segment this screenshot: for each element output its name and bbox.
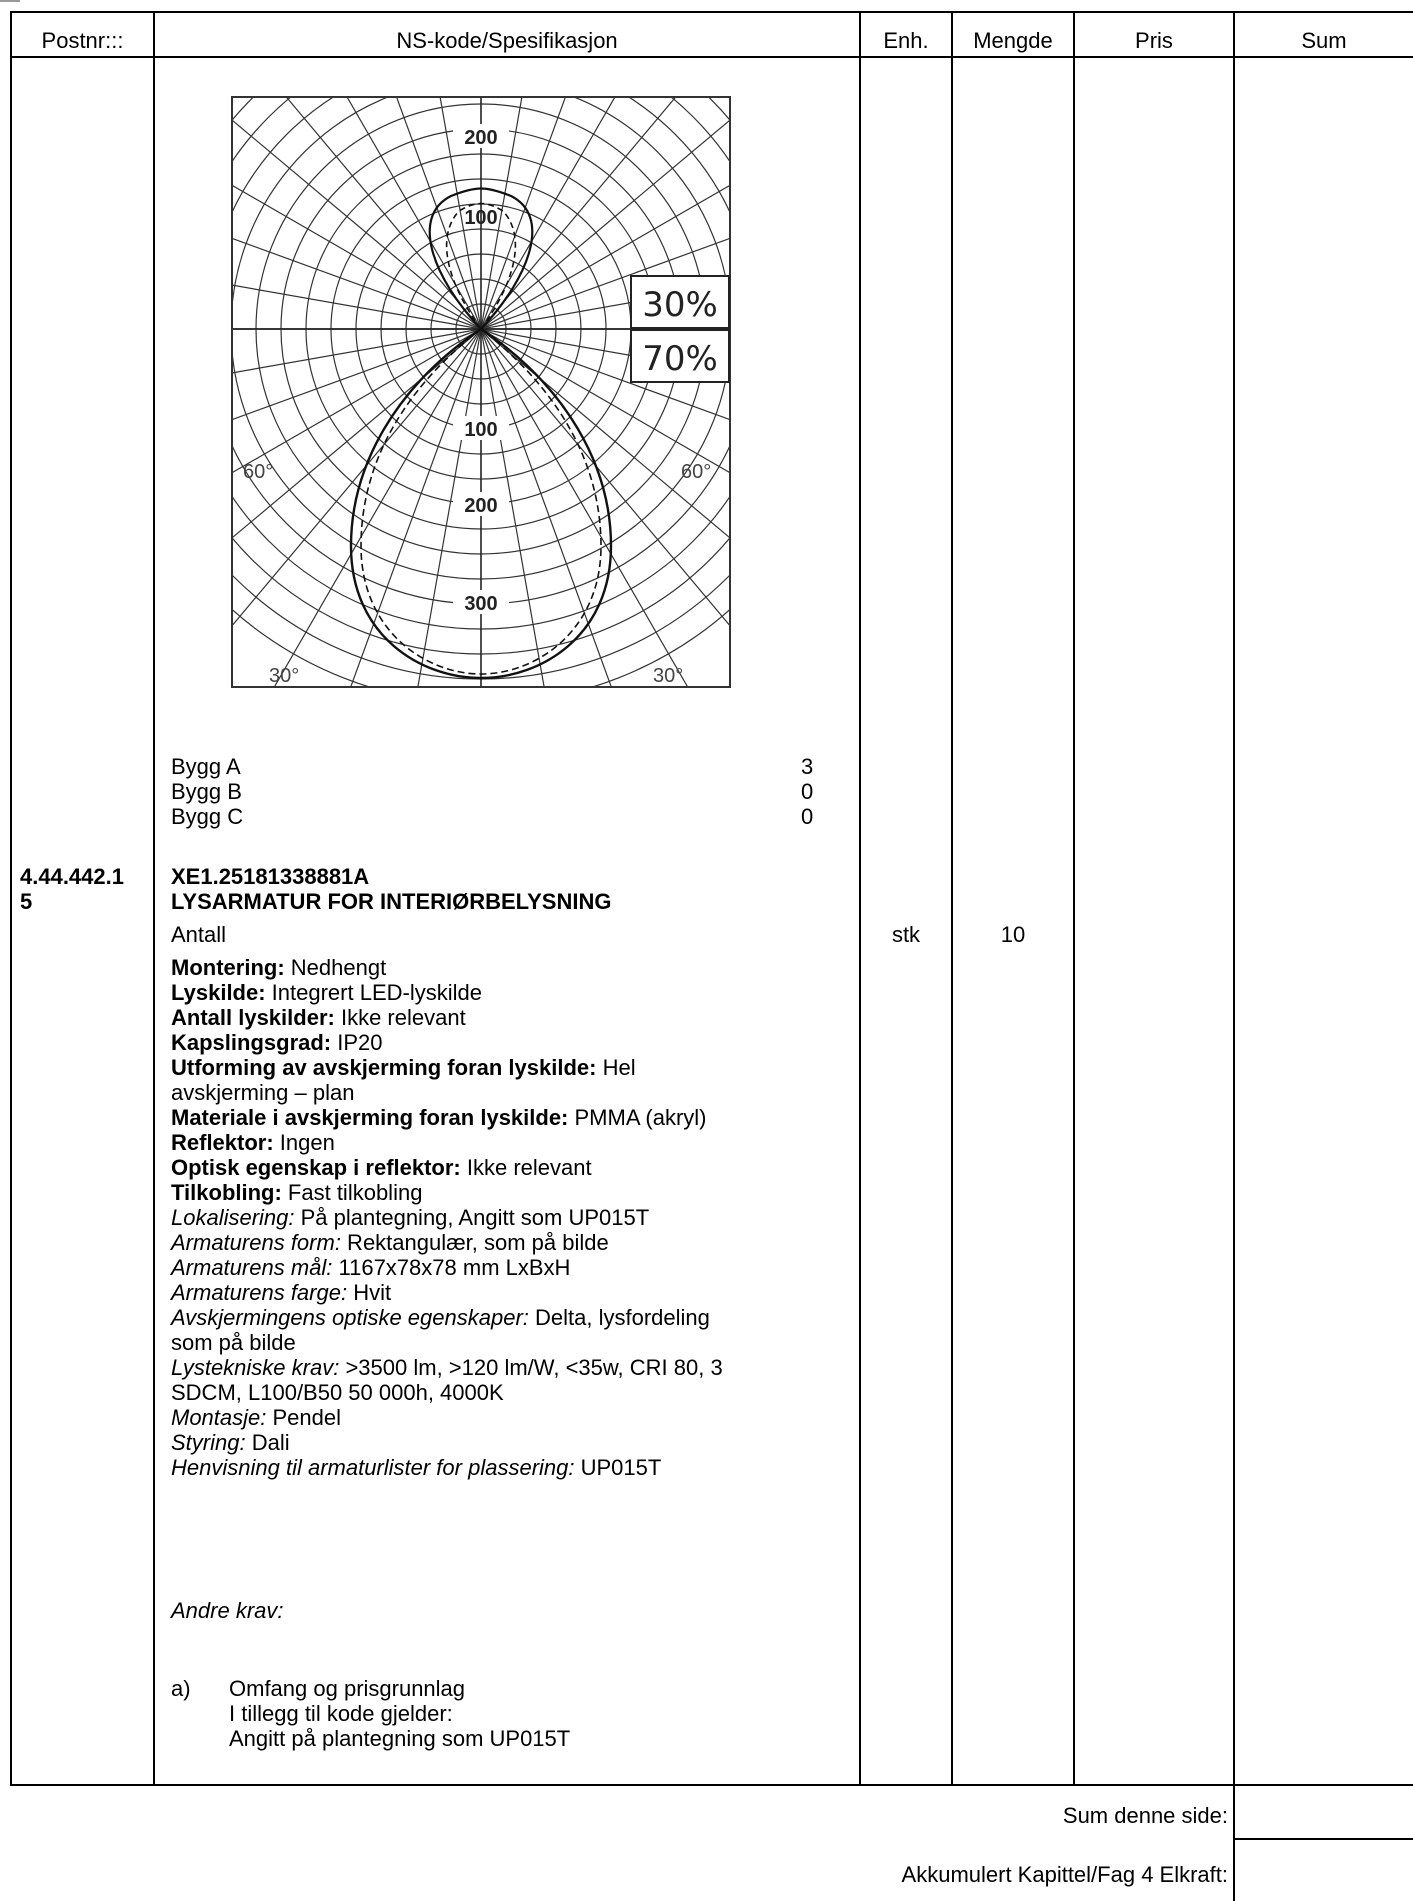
property-value: som på bilde (171, 1330, 296, 1355)
item-quantity: 10 (1000, 922, 1026, 947)
upper-percent-label: 30% (642, 285, 718, 325)
radial-line (231, 329, 481, 688)
header-quantity: Mengde (973, 28, 1053, 53)
property-value: Fast tilkobling (281, 1180, 423, 1205)
angle-label-60-left: 60° (243, 461, 274, 483)
radial-line (231, 96, 481, 329)
ring-label-100-lower: 100 (464, 419, 498, 441)
building-b-qty: 0 (801, 779, 814, 804)
header-postnr: Postnr::: (41, 28, 124, 53)
property-value: Hel (596, 1055, 636, 1080)
andre-krav-label: Andre krav: (171, 1598, 284, 1623)
property-value: Integrert LED-lyskilde (265, 980, 482, 1005)
property-value: Ikke relevant (460, 1155, 592, 1180)
property-label: Utforming av avskjerming foran lyskilde: (171, 1055, 597, 1080)
property-line (171, 1330, 296, 1355)
radial-line (231, 329, 481, 688)
polar-diagram-svg (231, 96, 731, 688)
ring-label-300-lower: 300 (464, 593, 498, 615)
property-line (171, 1130, 335, 1155)
radial-line (231, 96, 481, 329)
radial-line (231, 329, 481, 688)
property-label: Armaturens form: (171, 1230, 341, 1255)
item-subtitle: Antall (171, 922, 227, 947)
property-value: UP015T (574, 1455, 662, 1480)
property-value: Dali (245, 1430, 290, 1455)
building-b-name: Bygg B (171, 779, 242, 804)
ring-label-200-lower: 200 (464, 495, 498, 517)
property-line (171, 1005, 466, 1030)
property-value: På plantegning, Angitt som UP015T (294, 1205, 650, 1230)
scope-line1: Omfang og prisgrunnlag (229, 1676, 466, 1701)
property-value: Ingen (273, 1130, 335, 1155)
scope-line2: I tillegg til kode gjelder: (229, 1701, 453, 1726)
postnr-line2: 5 (20, 889, 33, 914)
angle-label-30-right: 30° (653, 665, 684, 687)
light-distribution-diagram (231, 96, 731, 688)
property-value: Ikke relevant (334, 1005, 466, 1030)
header-unit: Enh. (883, 28, 929, 53)
radial-line (231, 96, 481, 329)
angle-label-60-right: 60° (681, 461, 712, 483)
building-c-name: Bygg C (171, 804, 244, 829)
property-line (171, 1105, 707, 1130)
property-label: Avskjermingens optiske egenskaper: (171, 1305, 529, 1330)
building-c-qty: 0 (801, 804, 814, 829)
radial-line (231, 96, 481, 329)
property-line (171, 1055, 636, 1080)
property-label: Lyskilde: (171, 980, 266, 1005)
header-price: Pris (1135, 28, 1173, 53)
property-line (171, 1455, 661, 1480)
property-line (171, 980, 482, 1005)
ring-label-100-upper: 100 (464, 207, 498, 229)
property-line (171, 1180, 422, 1205)
item-code: XE1.25181338881A (171, 864, 370, 889)
col-divider-3 (951, 11, 953, 1786)
property-value: Delta, lysfordeling (528, 1305, 710, 1330)
property-line (171, 1155, 592, 1180)
building-a-name: Bygg A (171, 754, 241, 779)
radial-line (231, 329, 481, 688)
footer-sum-page: Sum denne side: (1062, 1803, 1228, 1828)
building-a-qty: 3 (801, 754, 814, 779)
property-value: Nedhengt (284, 955, 387, 980)
property-label: Optisk egenskap i reflektor: (171, 1155, 461, 1180)
header-spec: NS-kode/Spesifikasjon (396, 28, 618, 53)
property-line (171, 1030, 383, 1055)
radial-line (231, 96, 481, 329)
scope-marker: a) (171, 1676, 191, 1701)
property-label: Armaturens farge: (171, 1280, 348, 1305)
item-title: LYSARMATUR FOR INTERIØRBELYSNING (171, 889, 612, 914)
property-line (171, 955, 386, 980)
property-label: Materiale i avskjerming foran lyskilde: (171, 1105, 569, 1130)
col-divider-5 (1233, 11, 1235, 1901)
col-divider-1 (153, 11, 155, 1786)
property-label: Tilkobling: (171, 1180, 282, 1205)
property-value: Hvit (347, 1280, 392, 1305)
col-divider-4 (1073, 11, 1075, 1786)
property-label: Henvisning til armaturlister for plassering: (171, 1455, 575, 1480)
scope-line3: Angitt på plantegning som UP015T (229, 1726, 571, 1751)
col-divider-2 (859, 11, 861, 1786)
angle-label-30-left: 30° (269, 665, 300, 687)
property-label: Styring: (171, 1430, 246, 1455)
property-line (171, 1380, 504, 1405)
body-bottom-border (10, 1784, 1413, 1786)
property-line (171, 1230, 609, 1255)
property-line (171, 1080, 354, 1105)
property-line (171, 1205, 649, 1230)
radial-line (231, 96, 481, 329)
property-line (171, 1355, 723, 1380)
radial-line (231, 329, 481, 688)
property-line (171, 1430, 290, 1455)
property-value: avskjerming – plan (171, 1080, 355, 1105)
property-line (171, 1280, 391, 1305)
col-left-border (10, 11, 12, 1786)
header-sum: Sum (1301, 28, 1347, 53)
property-label: Lystekniske krav: (171, 1355, 340, 1380)
footer-accumulated: Akkumulert Kapittel/Fag 4 Elkraft: (901, 1862, 1228, 1887)
property-label: Montasje: (171, 1405, 267, 1430)
property-label: Kapslingsgrad: (171, 1030, 332, 1055)
top-fragment (0, 0, 20, 2)
lower-percent-label: 70% (642, 339, 718, 379)
property-value: SDCM, L100/B50 50 000h, 4000K (171, 1380, 504, 1405)
property-value: PMMA (akryl) (568, 1105, 707, 1130)
property-value: IP20 (331, 1030, 383, 1055)
property-line (171, 1305, 710, 1330)
radial-line (231, 173, 481, 329)
property-value: >3500 lm, >120 lm/W, <35w, CRI 80, 3 (339, 1355, 723, 1380)
table-top-border (10, 11, 1413, 13)
property-label: Montering: (171, 955, 285, 980)
property-label: Antall lyskilder: (171, 1005, 335, 1030)
property-value: Pendel (266, 1405, 342, 1430)
footer-divider (1233, 1838, 1413, 1840)
postnr-line1: 4.44.442.1 (20, 864, 124, 889)
property-line (171, 1405, 341, 1430)
ring-label-200-upper: 200 (464, 127, 498, 149)
item-unit: stk (891, 922, 921, 947)
property-label: Armaturens mål: (171, 1255, 333, 1280)
property-label: Lokalisering: (171, 1205, 295, 1230)
property-line (171, 1255, 570, 1280)
property-value: 1167x78x78 mm LxBxH (332, 1255, 571, 1280)
property-value: Rektangulær, som på bilde (340, 1230, 609, 1255)
property-label: Reflektor: (171, 1130, 274, 1155)
